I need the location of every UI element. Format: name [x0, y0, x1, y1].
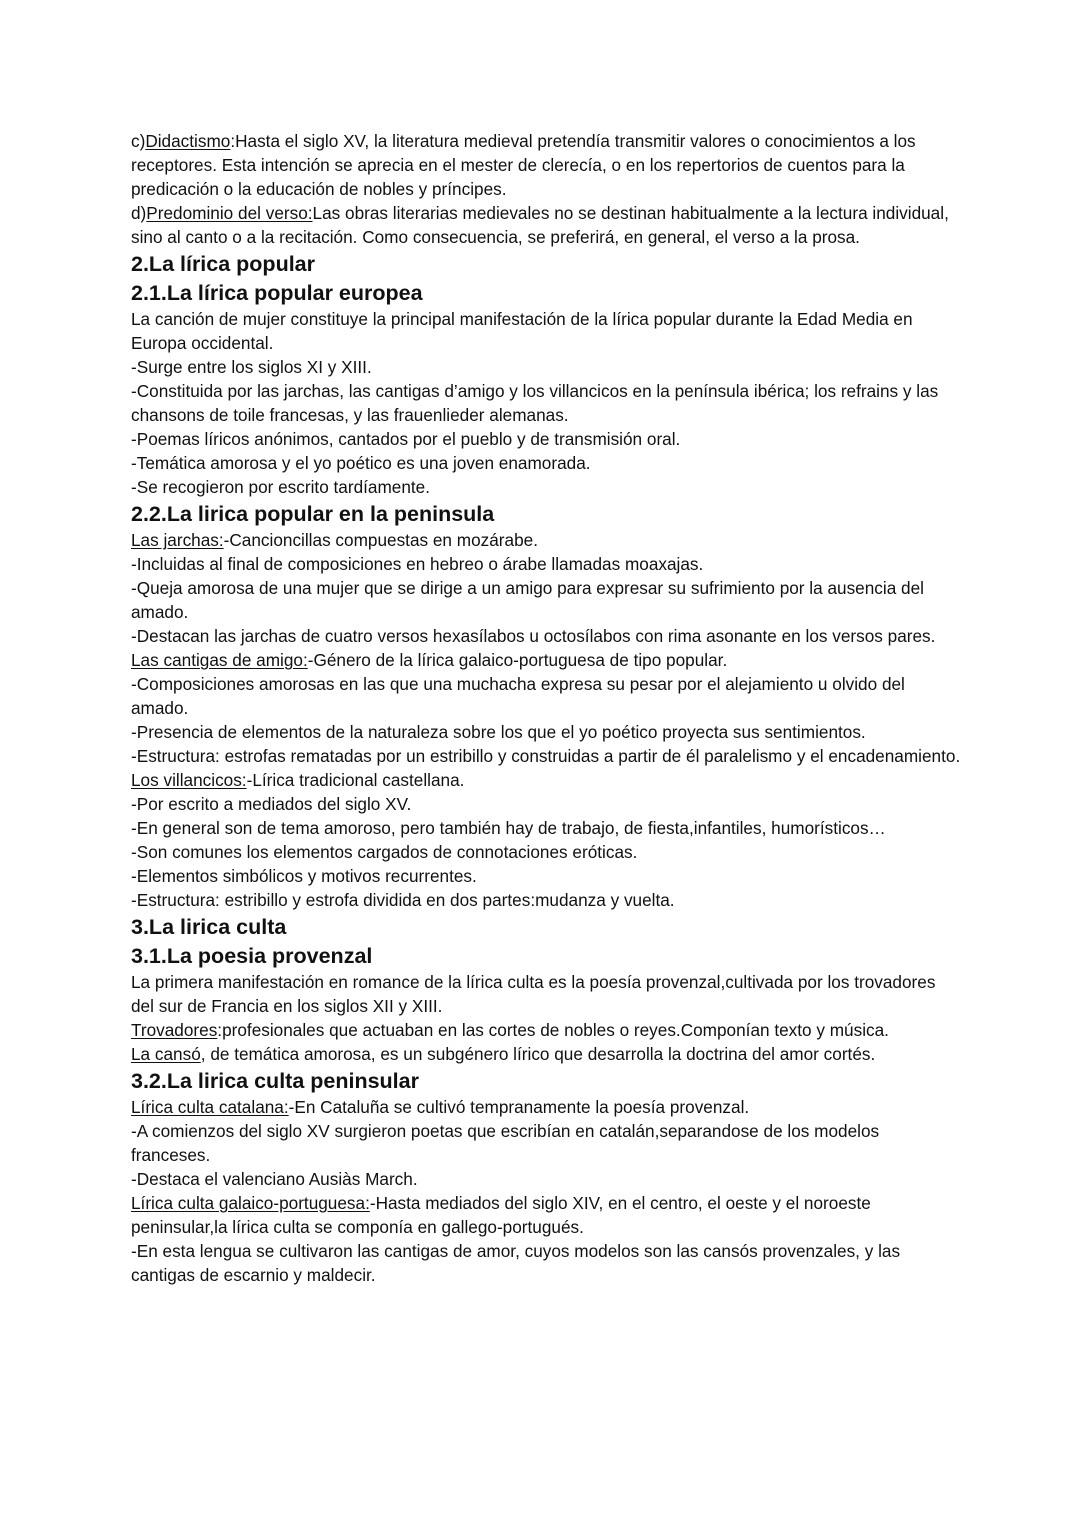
- heading-lirica-culta-peninsular: 3.2.La lirica culta peninsular: [131, 1069, 419, 1093]
- heading-lirica-popular-peninsula: 2.2.La lirica popular en la peninsula: [131, 502, 495, 526]
- list-item: -Queja amorosa de una mujer que se dirige a un amigo para expresar su sufrimiento por la ausencia del amado.: [131, 578, 924, 622]
- list-item: -Estructura: estrofas rematadas por un estribillo y construidas a partir de él paralelismo y el encadenamiento.: [131, 746, 961, 766]
- paragraph-predominio-verso: [131, 201, 961, 249]
- list-item: -Constituida por las jarchas, las cantigas d’amigo y los villancicos en la península ibérica; los refrains y las chansons de toile francesas, y las frauenlieder alemanas.: [131, 381, 939, 425]
- list-item: -Se recogieron por escrito tardíamente.: [131, 477, 431, 497]
- list-item: -Destaca el valenciano Ausiàs March.: [131, 1169, 418, 1189]
- list-item: -En esta lengua se cultivaron las cantigas de amor, cuyos modelos son las cansós provenzales, y las cantigas de escarnio y maldecir.: [131, 1241, 901, 1285]
- list-label: c): [131, 131, 146, 151]
- term-trovadores: Trovadores: [131, 1020, 218, 1040]
- paragraph-jarchas: [131, 528, 961, 552]
- list-item: -Estructura: estribillo y estrofa dividida en dos partes:mudanza y vuelta.: [131, 890, 675, 910]
- definition-text: :Hasta el siglo XV, la literatura medieval pretendía transmitir valores o conocimientos a los receptores. Esta intención se aprecia en el mester de clerecía, o en los repertorios de cuentos para la predicación o la educación de nobles y príncipes.: [131, 131, 916, 199]
- list-item: -Poemas líricos anónimos, cantados por el pueblo y de transmisión oral.: [131, 429, 681, 449]
- term-canso: La cansó: [131, 1044, 201, 1064]
- list-item: -Elementos simbólicos y motivos recurrentes.: [131, 866, 477, 886]
- heading-lirica-popular-europea: 2.1.La lírica popular europea: [131, 281, 423, 305]
- paragraph-trovadores: [131, 1018, 961, 1042]
- list-label: d): [131, 203, 147, 223]
- heading-lirica-popular: 2.La lírica popular: [131, 252, 315, 276]
- term-cantigas-amigo: Las cantigas de amigo:: [131, 650, 308, 670]
- term-lirica-galaico-portuguesa: Lírica culta galaico-portuguesa:: [131, 1193, 370, 1213]
- list-item: -En general son de tema amoroso, pero también hay de trabajo, de fiesta,infantiles, humorísticos…: [131, 818, 886, 838]
- term-jarchas: Las jarchas:: [131, 530, 224, 550]
- paragraph-lirica-catalana: [131, 1095, 961, 1119]
- list-item: -A comienzos del siglo XV surgieron poetas que escribían en catalán,separandose de los modelos franceses.: [131, 1121, 880, 1165]
- list-item: -Son comunes los elementos cargados de connotaciones eróticas.: [131, 842, 638, 862]
- paragraph-didactismo: [131, 129, 961, 201]
- heading-lirica-culta: 3.La lirica culta: [131, 915, 287, 939]
- term-didactismo: Didactismo: [145, 131, 231, 151]
- list-item: -Temática amorosa y el yo poético es una joven enamorada.: [131, 453, 591, 473]
- list-item: -Composiciones amorosas en las que una muchacha expresa su pesar por el alejamiento u olvido del amado.: [131, 674, 905, 718]
- definition-text: -Cancioncillas compuestas en mozárabe.: [223, 530, 538, 550]
- paragraph-intro-europea: La canción de mujer constituye la principal manifestación de la lírica popular durante la Edad Media en Europa occidental.: [131, 309, 913, 353]
- definition-text: , de temática amorosa, es un subgénero lírico que desarrolla la doctrina del amor cortés.: [200, 1044, 876, 1064]
- definition-text: -En Cataluña se cultivó tempranamente la poesía provenzal.: [288, 1097, 750, 1117]
- paragraph-lirica-galaico-portuguesa: [131, 1191, 961, 1239]
- paragraph-canso: [131, 1042, 961, 1066]
- list-item: -Presencia de elementos de la naturaleza sobre los que el yo poético proyecta sus sentimientos.: [131, 722, 866, 742]
- list-item: -Surge entre los siglos XI y XIII.: [131, 357, 372, 377]
- list-item: -Por escrito a mediados del siglo XV.: [131, 794, 412, 814]
- definition-text: -Hasta mediados del siglo XIV, en el centro, el oeste y el noroeste peninsular,la lírica culta se componía en gallego-portugués.: [131, 1193, 871, 1237]
- definition-text: -Género de la lírica galaico-portuguesa de tipo popular.: [307, 650, 728, 670]
- definition-text: Las obras literarias medievales no se destinan habitualmente a la lectura individual, sino al canto o a la recitación. Como consecuencia, se preferirá, en general, el verso a la prosa.: [131, 203, 949, 247]
- list-item: -Destacan las jarchas de cuatro versos hexasílabos u octosílabos con rima asonante en los versos pares.: [131, 626, 936, 646]
- list-item: -Incluidas al final de composiciones en hebreo o árabe llamadas moaxajas.: [131, 554, 704, 574]
- term-lirica-catalana: Lírica culta catalana:: [131, 1097, 289, 1117]
- term-predominio-verso: Predominio del verso:: [146, 203, 313, 223]
- document-body: [131, 129, 961, 1287]
- paragraph-intro-provenzal: La primera manifestación en romance de la lírica culta es la poesía provenzal,cultivada por los trovadores del sur de Francia en los siglos XII y XIII.: [131, 972, 936, 1016]
- definition-text: :profesionales que actuaban en las cortes de nobles o reyes.Componían texto y música.: [217, 1020, 889, 1040]
- paragraph-cantigas-amigo: [131, 648, 961, 672]
- paragraph-villancicos: [131, 768, 961, 792]
- definition-text: -Lírica tradicional castellana.: [246, 770, 465, 790]
- heading-poesia-provenzal: 3.1.La poesia provenzal: [131, 944, 373, 968]
- term-villancicos: Los villancicos:: [131, 770, 247, 790]
